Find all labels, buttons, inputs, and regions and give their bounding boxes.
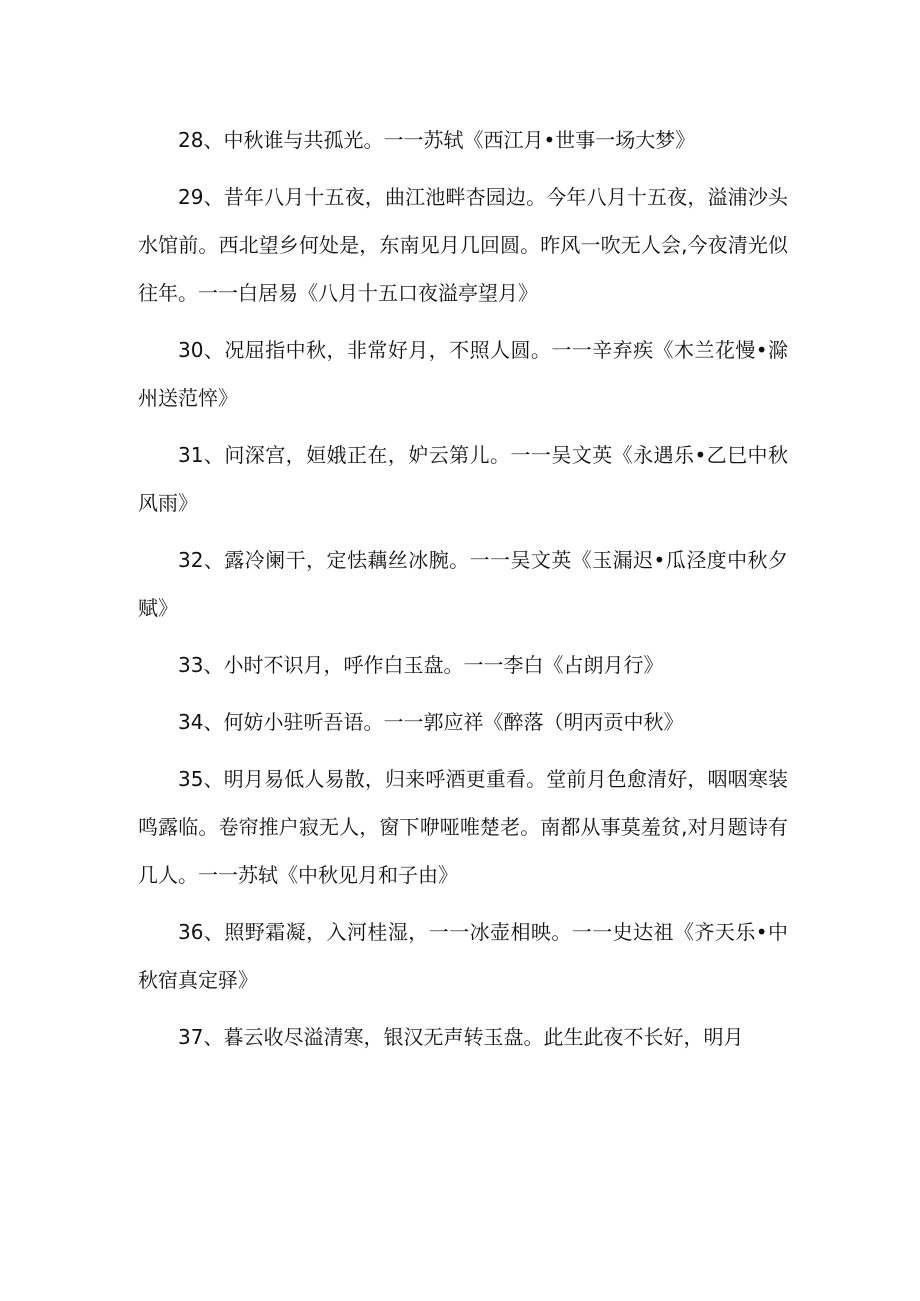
paragraph-32: 32、露冷阑干，定怯藕丝冰腕。一一吴文英《玉漏迟•瓜泾度中秋夕赋》 xyxy=(138,548,788,620)
paragraph-31: 31、问深宫，姮娥正在，妒云第儿。一一吴文英《永遇乐•乙巳中秋风雨》 xyxy=(138,443,788,515)
paragraph-35: 35、明月易低人易散，归来呼酒更重看。堂前月色愈清好，咽咽寒装鸣露临。卷帘推户寂无人，窗下咿哑唯楚老。南都从事莫羞贫,对月题诗有几人。一一苏轼《中秋见月和子由》 xyxy=(138,767,788,887)
paragraph-36: 36、照野霜凝，入河桂湿，一一冰壶相映。一一史达祖《齐天乐•中秋宿真定驿》 xyxy=(138,920,788,992)
paragraph-37: 37、暮云收尽溢清寒，银汉无声转玉盘。此生此夜不长好，明月 xyxy=(178,1025,744,1049)
paragraph-30: 30、况屈指中秋，非常好月，不照人圆。一一辛弃疾《木兰花慢•滁州送范悴》 xyxy=(138,338,788,410)
document-body xyxy=(138,116,788,1061)
paragraph-29: 29、昔年八月十五夜，曲江池畔杏园边。今年八月十五夜，溢浦沙头水馆前。西北望乡何处是，东南见月几回圆。昨风一吹无人会,今夜清光似往年。一一白居易《八月十五口夜溢亭望月》 xyxy=(138,185,788,305)
paragraph-33: 33、小时不识月，呼作白玉盘。一一李白《占朗月行》 xyxy=(178,653,664,677)
paragraph-34: 34、何妨小驻听吾语。一一郭应祥《醉落（明丙贡中秋》 xyxy=(178,710,684,734)
paragraph-28: 28、中秋谁与共孤光。一一苏轼《西江月•世事一场大梦》 xyxy=(178,128,696,152)
